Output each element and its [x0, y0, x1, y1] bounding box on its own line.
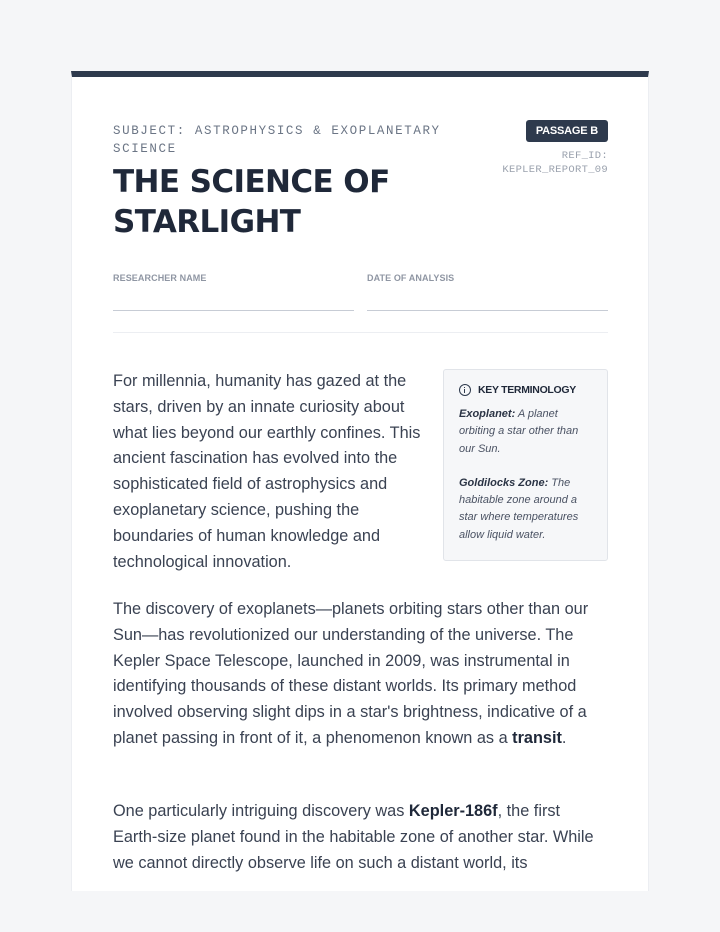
paragraph-text: The discovery of exoplanets—planets orbiting stars other than our Sun—has revolutionized our understanding of the universe. The Kepler Space Telescope, launched in 2009, was instrumental in identifying thousands of these distant worlds. Its primary method involved observing slight dips in a star's brightness, indicative of a planet passing in front of it, a phenomenon known as a [113, 600, 589, 747]
worksheet-page [71, 71, 649, 891]
date-of-analysis-field[interactable] [367, 273, 608, 311]
paragraph-text: One particularly intriguing discovery was [113, 802, 409, 820]
researcher-name-input-line[interactable] [113, 310, 354, 311]
date-of-analysis-input-line[interactable] [367, 310, 608, 311]
header-divider [113, 332, 608, 333]
key-terminology-header [459, 384, 593, 396]
keyword-kepler-186f: Kepler-186f [408, 802, 498, 820]
paragraph-text: . [561, 728, 567, 747]
term-label: Goldilocks Zone: [459, 476, 549, 489]
reference-id: REF_ID: KEPLER_REPORT_09 [502, 150, 608, 176]
info-icon [459, 384, 471, 396]
page-title: THE SCIENCE OF STARLIGHT [113, 164, 390, 240]
passage-paragraph-1: For millennia, humanity has gazed at the stars, driven by an innate curiosity about what lies beyond our earthly confines. This ancient fascination has evolved into the sophisticated field of astrophysics and exoplanetary science, pushing the boundaries of human knowledge and technological innovation. [113, 372, 421, 571]
researcher-name-label: RESEARCHER NAME [113, 273, 207, 283]
term-definition: A planet orbiting a star other than our Sun. [459, 408, 579, 455]
keyword-transit: transit [512, 728, 562, 747]
key-terminology-heading: KEY TERMINOLOGY [478, 384, 576, 396]
term-goldilocks-zone [459, 475, 593, 544]
researcher-name-field[interactable] [113, 273, 354, 311]
term-exoplanet [459, 406, 593, 458]
date-of-analysis-label: DATE OF ANALYSIS [367, 273, 455, 283]
term-definition: The habitable zone around a star where temperatures allow liquid water. [459, 476, 579, 541]
paragraph-text: , the first Earth-size planet found in the habitable zone of another star. While we cannot directly observe life on such a distant world, its [113, 802, 594, 872]
passage-paragraph-3 [113, 799, 608, 876]
term-label: Exoplanet: [459, 408, 516, 420]
subject-line: SUBJECT: ASTROPHYSICS & EXOPLANETARY SCIENCE [113, 124, 441, 156]
passage-paragraph-2 [113, 597, 608, 752]
key-terminology-box [443, 369, 608, 561]
passage-badge: PASSAGE B [526, 120, 608, 142]
